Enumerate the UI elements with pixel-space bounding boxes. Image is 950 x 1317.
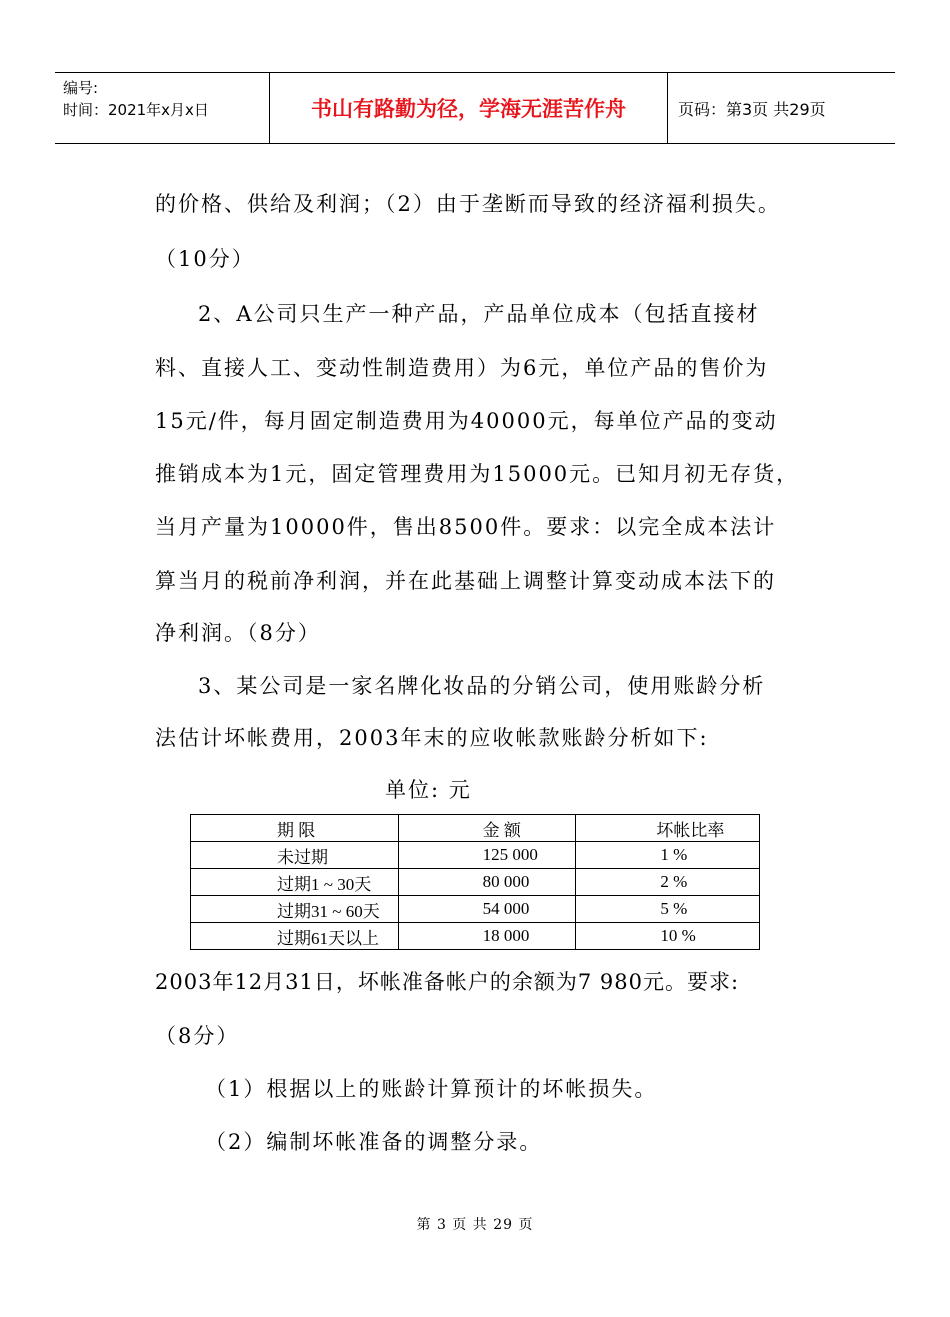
table-row	[191, 869, 760, 896]
table-row	[191, 896, 760, 923]
table-cell-rate: 2 %	[576, 869, 760, 896]
table-cell-amount: 18 000	[398, 923, 576, 950]
body-line: （2）编制坏帐准备的调整分录。	[205, 1130, 543, 1154]
page-header	[55, 72, 895, 144]
table-row	[191, 923, 760, 950]
table-cell-rate: 1 %	[576, 842, 760, 869]
table-unit-label: 单位: 元	[385, 778, 472, 802]
body-line: 的价格、供给及利润；（2）由于垄断而导致的经济福利损失。	[155, 192, 781, 216]
table-cell-rate: 5 %	[576, 896, 760, 923]
body-line: 算当月的税前净利润，并在此基础上调整计算变动成本法下的	[155, 569, 776, 593]
table-cell-period: 过期31 ~ 60天	[191, 896, 399, 923]
table-header-rate: 坏帐比率	[576, 815, 760, 842]
table-cell-amount: 125 000	[398, 842, 576, 869]
body-line: 2003年12月31日，坏帐准备帐户的余额为7 980元。要求:	[155, 970, 740, 994]
body-line: 3、某公司是一家名牌化妆品的分销公司，使用账龄分析	[198, 674, 766, 698]
table-cell-period: 未过期	[191, 842, 399, 869]
body-line: 2、A公司只生产一种产品，产品单位成本（包括直接材	[198, 302, 760, 326]
body-line: （8分）	[155, 1024, 240, 1048]
table-header-row	[191, 815, 760, 842]
aging-table	[190, 814, 760, 950]
table-header-period: 期 限	[191, 815, 399, 842]
body-line: （10分）	[155, 247, 255, 271]
table-cell-period: 过期61天以上	[191, 923, 399, 950]
table-cell-amount: 54 000	[398, 896, 576, 923]
table-cell-amount: 80 000	[398, 869, 576, 896]
body-line: （1）根据以上的账龄计算预计的坏帐损失。	[205, 1077, 658, 1101]
body-line: 净利润。（8分）	[155, 621, 321, 645]
page-footer: 第 3 页 共 29 页	[416, 1217, 534, 1233]
body-line: 推销成本为1元，固定管理费用为15000元。已知月初无存货，	[155, 462, 800, 486]
body-line: 当月产量为10000件，售出8500件。要求：以完全成本法计	[155, 515, 777, 539]
header-motto: 书山有路勤为径，学海无涯苦作舟	[311, 97, 626, 121]
body-line: 料、直接人工、变动性制造费用）为6元，单位产品的售价为	[155, 356, 769, 380]
table-header-amount: 金 额	[398, 815, 576, 842]
table-cell-rate: 10 %	[576, 923, 760, 950]
header-page-info: 页码：第3页 共29页	[678, 99, 826, 119]
header-divider	[667, 73, 668, 143]
body-line: 法估计坏帐费用，2003年末的应收帐款账龄分析如下:	[155, 726, 709, 750]
body-line: 15元/件，每月固定制造费用为40000元，每单位产品的变动	[155, 409, 778, 433]
time-label: 时间：2021年x月x日	[63, 101, 209, 119]
header-meta	[63, 77, 209, 121]
number-label: 编号:	[63, 79, 99, 97]
header-divider	[269, 73, 270, 143]
table-row	[191, 842, 760, 869]
table-cell-period: 过期1 ~ 30天	[191, 869, 399, 896]
